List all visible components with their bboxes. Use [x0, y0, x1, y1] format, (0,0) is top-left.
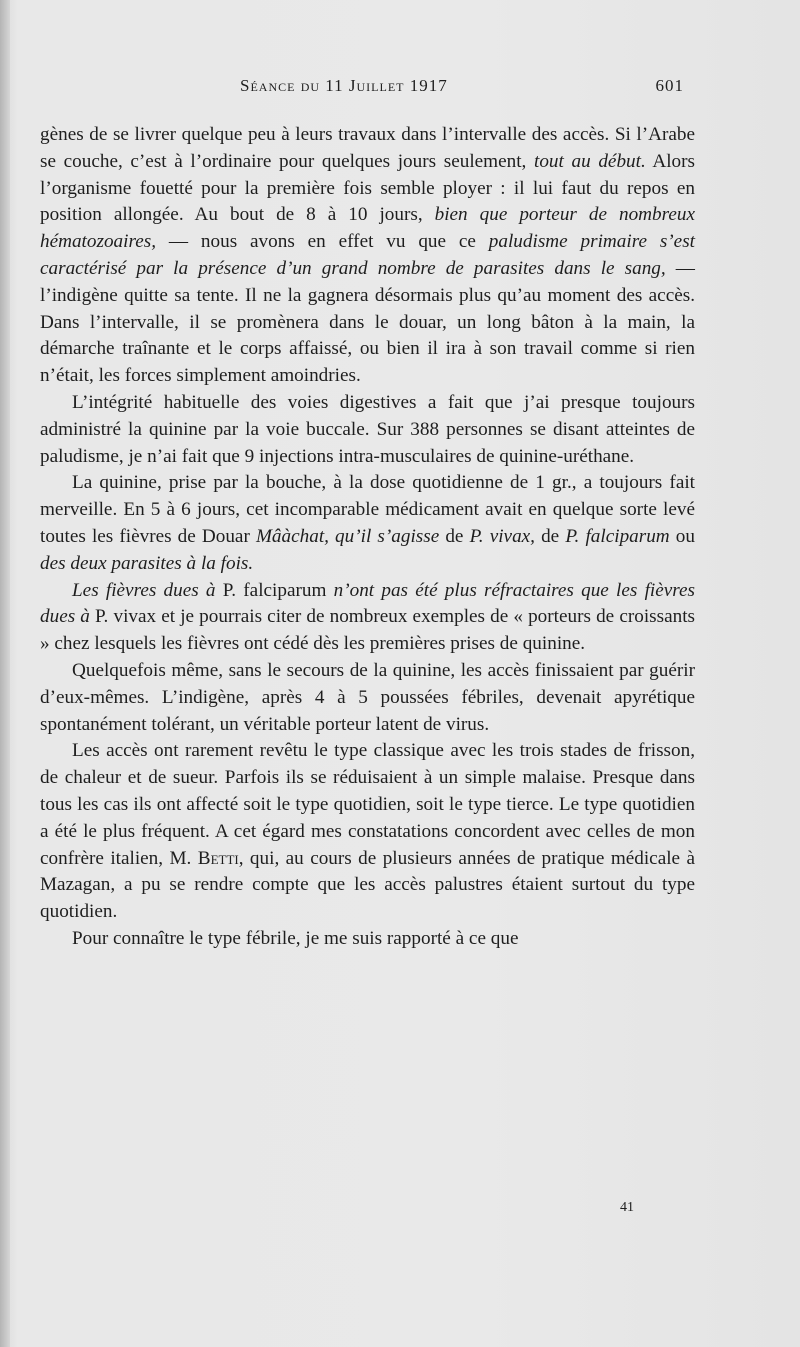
text-run: La quinine, prise par la bouche, à la dose quotidienne de 1 gr., a toujours fait merveille. En 5 à 6 jours, cet incomparable médicament avait en quelque sorte levé toutes les fièvres de Douar — [40, 472, 695, 547]
text-run: P. vivax et je pourrais citer de nombreux exemples de « porteurs de croissants » chez lesquels les fièvres ont cédé dès les premières prises de quinine. — [40, 606, 695, 655]
text-run: Quelquefois même, sans le secours de la quinine, les accès finissaient par guérir d’eux-mêmes. L’indigène, après 4 à 5 poussées fébriles, devenait apyrétique spontanément tolérant, un véritable porteur latent de virus. — [40, 659, 695, 735]
italic-run: Mâàchat, qu’il s’agisse — [255, 525, 440, 547]
paragraph — [40, 578, 695, 658]
italic-run: P. falciparum — [565, 525, 670, 547]
italic-run: tout au début. — [534, 150, 646, 172]
text-run: Les accès ont rarement revêtu le type classique avec les trois stades de frisson, de chaleur et de sueur. Parfois ils se réduisaient à un simple malaise. Presque dans tous les cas ils ont affecté soit le type quotidien, soit le type tierce. Le type quotidien a été le plus fréquent. A cet égard mes constatations concordent avec celles de mon confrère italien, M. — [40, 740, 695, 869]
italic-run: bien que porteur de nombreux hématozoaires, — [40, 204, 695, 253]
text-run: L’intégrité habituelle des voies digestives a fait que j’ai presque toujours administré la quinine par la voie buccale. Sur 388 personnes se disant atteintes de paludisme, je n’ai fait que 9 injections intra-musculaires de quinine-uréthane. — [40, 391, 695, 467]
text-run: de — [534, 525, 566, 547]
text-run: ou — [669, 525, 695, 547]
text-run: P. falciparum — [215, 579, 334, 601]
page-header — [0, 76, 800, 102]
paragraph — [40, 658, 695, 738]
book-spine-shadow — [0, 0, 10, 1347]
paragraph — [40, 926, 695, 953]
small-caps-run: Betti — [197, 847, 239, 869]
body-text — [40, 122, 695, 953]
italic-run: des deux parasites à la fois. — [40, 552, 254, 574]
text-run: — l’indigène quitte sa tente. Il ne la gagnera désormais plus qu’au moment des accès. Dans l’intervalle, il se promènera dans le douar, un long bâton à la main, la démarche traînante et le corps affaissé, ou bien il ira à son travail comme si rien n’était, les forces simplement amoindries. — [40, 257, 695, 387]
text-run: — nous avons en effet vu que ce — [156, 231, 489, 253]
page-number: 601 — [655, 76, 684, 95]
paragraph — [40, 122, 695, 390]
paragraph — [40, 738, 695, 926]
running-title: Séance du 11 Juillet 1917 — [240, 76, 448, 95]
text-run: Pour connaître le type fébrile, je me suis rapporté à ce que — [72, 927, 519, 949]
signature-mark: 41 — [620, 1200, 634, 1215]
text-run: gènes de se livrer quelque peu à leurs travaux dans l’intervalle des accès. Si l’Arabe se couche, c’est à l’ordinaire pour quelques jours seulement, — [40, 124, 695, 172]
text-run: , qui, au cours de plusieurs années de pratique médicale à Mazagan, a pu se rendre compte que les accès palustres étaient surtout du type quotidien. — [40, 847, 695, 923]
text-run: de — [439, 525, 470, 547]
italic-run: P. vivax, — [469, 525, 535, 547]
italic-run: n’ont pas été plus réfractaires que les fièvres dues à — [40, 579, 695, 628]
paragraph — [40, 390, 695, 470]
italic-run: paludisme primaire s’est caractérisé par la présence d’un grand nombre de parasites dans le sang, — [40, 231, 695, 279]
text-run: Alors l’organisme fouetté pour la première fois semble ployer : il lui faut du repos en position allongée. Au bout de 8 à 10 jours, — [40, 150, 695, 226]
italic-run: Les fièvres dues à — [72, 579, 216, 601]
paragraph — [40, 470, 695, 577]
